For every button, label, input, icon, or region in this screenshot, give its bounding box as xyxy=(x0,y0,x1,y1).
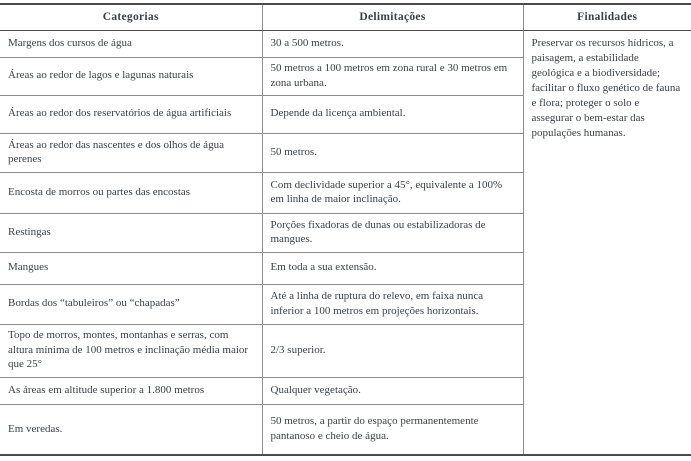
categoria-cell: Bordas dos “tabuleiros” ou “chapadas” xyxy=(0,284,262,324)
categoria-cell: Áreas ao redor dos reservatórios de água artificiais xyxy=(0,95,262,133)
finalidades-cell: Preservar os recursos hídricos, a paisagem, a estabilidade geológica e a biodiversidade; facilitar o fluxo genético de fauna e flora; proteger o solo e assegurar o bem-estar das populações humanas. xyxy=(523,30,691,455)
delimitacao-cell: Até a linha de ruptura do relevo, em faixa nunca inferior a 100 metros em projeções horizontais. xyxy=(262,284,523,324)
delimitacao-cell: Porções fixadoras de dunas ou estabilizadoras de mangues. xyxy=(262,213,523,252)
categoria-cell: Restingas xyxy=(0,213,262,252)
categoria-cell: As áreas em altitude superior a 1.800 metros xyxy=(0,377,262,404)
header-finalidades: Finalidades xyxy=(523,4,691,30)
table-row xyxy=(0,30,691,57)
categoria-cell: Mangues xyxy=(0,252,262,284)
delimitacao-cell: 50 metros a 100 metros em zona rural e 30 metros em zona urbana. xyxy=(262,57,523,95)
delimitacao-cell: 30 a 500 metros. xyxy=(262,30,523,57)
categoria-cell: Áreas ao redor de lagos e lagunas naturais xyxy=(0,57,262,95)
header-categorias: Categorias xyxy=(0,4,262,30)
categoria-cell: Margens dos cursos de água xyxy=(0,30,262,57)
categorias-table xyxy=(0,3,691,456)
delimitacao-cell: Com declividade superior a 45°, equivalente a 100% em linha de maior inclinação. xyxy=(262,172,523,213)
delimitacao-cell: Em toda a sua extensão. xyxy=(262,252,523,284)
delimitacao-cell: Qualquer vegetação. xyxy=(262,377,523,404)
delimitacao-cell: 2/3 superior. xyxy=(262,324,523,377)
categoria-cell: Áreas ao redor das nascentes e dos olhos de água perenes xyxy=(0,133,262,172)
delimitacao-cell: 50 metros, a partir do espaço permanentemente pantanoso e cheio de água. xyxy=(262,404,523,455)
header-delimitacoes: Delimitações xyxy=(262,4,523,30)
delimitacao-cell: 50 metros. xyxy=(262,133,523,172)
table-header-row xyxy=(0,4,691,30)
categoria-cell: Em veredas. xyxy=(0,404,262,455)
delimitacao-cell: Depende da licença ambiental. xyxy=(262,95,523,133)
categoria-cell: Encosta de morros ou partes das encostas xyxy=(0,172,262,213)
categoria-cell: Topo de morros, montes, montanhas e serras, com altura mínima de 100 metros e inclinação média maior que 25° xyxy=(0,324,262,377)
